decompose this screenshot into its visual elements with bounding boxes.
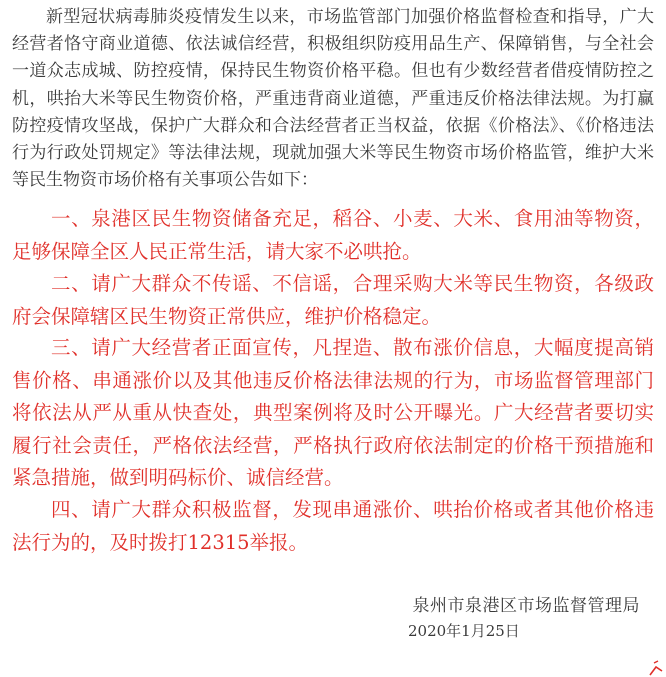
notice-item-2: 二、请广大群众不传谣、不信谣，合理采购大米等民生物资，各级政府会保障辖区民生物资正常供应，维护价格稳定。 [12,272,654,328]
notice-item-1: 一、泉港区民生物资储备充足，稻谷、小麦、大米、食用油等物资，足够保障全区人民正常生活，请大家不必哄抢。 [12,207,654,263]
issue-date: 2020年1月25日 [408,622,520,640]
notice-item-3: 三、请广大经营者正面宣传，凡捏造、散布涨价信息，大幅度提高销售价格、串通涨价以及其他违反价格法律法规的行为，市场监督管理部门将依法从严从重从快查处，典型案例将及时公开曝光。广大经营者要切实履行社会责任，严格依法经营，严格执行政府依法制定的价格干预措施和紧急措施，做到明码标价、诚信经营。 [12,336,654,490]
notice-item-4: 四、请广大群众积极监督，发现串通涨价、哄抬价格或者其他价格违法行为的，及时拨打12315举报。 [12,498,654,554]
intro-paragraph: 新型冠状病毒肺炎疫情发生以来，市场监管部门加强价格监督检查和指导，广大经营者恪守商业道德、依法诚信经营，积极组织防疫用品生产、保障销售，与全社会一道众志成城、防控疫情，保持民生物资价格平稳。但也有少数经营者借疫情防控之机，哄抬大米等民生物资价格，严重违背商业道德，严重违反价格法律法规。为打赢防控疫情攻坚战，保护广大群众和合法经营者正当权益，依据《价格法》、《价格违法行为行政处罚规定》等法律法规，现就加强大米等民生物资市场价格监管，维护大米等民生物资市场价格有关事项公告如下： [12,7,654,191]
issuer-signature: 泉州市泉港区市场监督管理局 [412,596,640,616]
corner-decoration-icon [648,659,664,677]
